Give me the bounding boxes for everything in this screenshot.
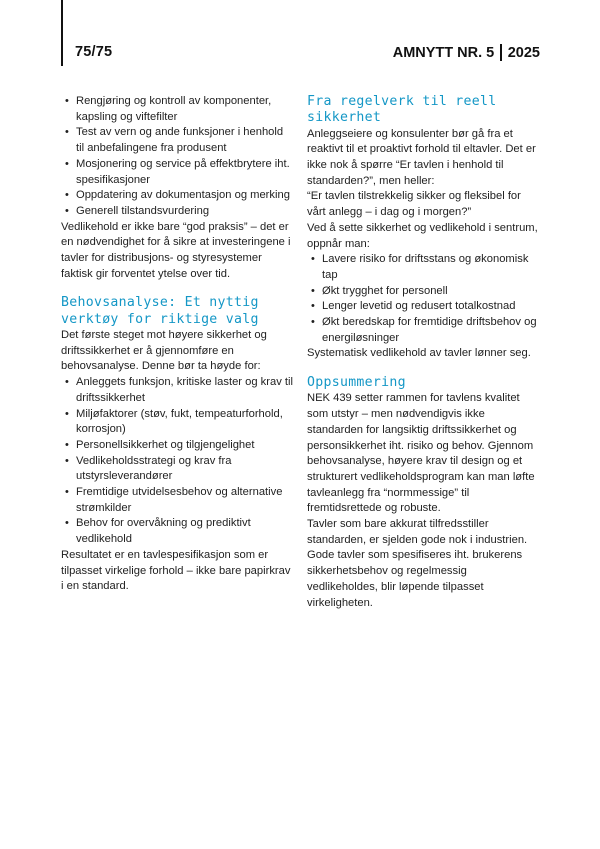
issue-label (393, 44, 540, 61)
left-column (61, 94, 293, 595)
analysis-list (61, 375, 293, 548)
list-item: • Behov for overvåkning og prediktivt vedlikehold (61, 516, 293, 547)
list-item: • Økt trygghet for personell (307, 284, 539, 300)
list-item: • Oppdatering av dokumentasjon og merking (61, 188, 293, 204)
body-paragraph: Vedlikehold er ikke bare “god praksis” – det er en nødvendighet for å sikre at investeringene i tavler for distribusjons- og styresystemer faktisk gir forventet ytelse over tid. (61, 220, 291, 280)
header-rule (61, 0, 63, 66)
body-paragraph: Ved å sette sikkerhet og vedlikehold i sentrum, oppnår man: (307, 221, 538, 250)
list-item: • Fremtidige utvidelsesbehov og alternative strømkilder (61, 485, 293, 516)
page-number: 75/75 (75, 44, 113, 60)
issue-year: 2025 (507, 44, 540, 61)
list-item: • Anleggets funksjon, kritiske laster og krav til driftssikkerhet (61, 375, 293, 406)
body-paragraph: Det første steget mot høyere sikkerhet og driftssikkerhet er å gjennomføre en behovsanalyse. Denne bør ta høyde for: (61, 329, 267, 373)
list-item: • Personellsikkerhet og tilgjengelighet (61, 438, 293, 454)
quote-paragraph: “Er tavlen tilstrekkelig sikker og fleksibel for vårt anlegg – i dag og i morgen?” (307, 190, 521, 219)
maintenance-list (61, 94, 293, 220)
list-item: • Mosjonering og service på effektbrytere iht. spesifikasjoner (61, 157, 293, 188)
list-item: • Lenger levetid og redusert totalkostnad (307, 299, 539, 315)
list-item: • Vedlikeholdsstrategi og krav fra utstyrsleverandører (61, 454, 293, 485)
body-paragraph: Gode tavler som spesifiseres iht. brukerens sikkerhetsbehov og regelmessig vedlikeholdes, blir løpende tilpasset virkeligheten. (307, 549, 523, 609)
body-paragraph: Tavler som bare akkurat tilfredsstiller standarden, er sjelden gode nok i industrien. (307, 518, 528, 546)
body-paragraph: NEK 439 setter rammen for tavlens kvalitet som utstyr – men nødvendigvis ikke standarden for langsiktig driftssikkerhet og personsikkerhet iht. risiko og behov. Gjennom behovsanalyse, høyere krav til design og et strukturert vedlikeholdsprogram kan man løfte tavleanlegg fra “normmessige” til fremtidsrettede og robuste. (307, 392, 535, 515)
magazine-name: AMNYTT NR. 5 (392, 44, 495, 61)
list-item: • Rengjøring og kontroll av komponenter, kapsling og viftefilter (61, 94, 293, 125)
section-heading: Oppsummering (307, 375, 406, 391)
section-heading: Fra regelverk til reell sikkerhet (307, 94, 497, 126)
right-column (307, 94, 539, 611)
list-item: • Økt beredskap for fremtidige driftsbehov og energiløsninger (307, 315, 539, 346)
list-item: • Lavere risiko for driftsstans og økonomisk tap (307, 252, 539, 283)
body-paragraph: Resultatet er en tavlespesifikasjon som er tilpasset virkelige forhold – ikke bare papirkrav i en standard. (61, 548, 291, 593)
list-item: • Miljøfaktorer (støv, fukt, tempeaturforhold, korrosjon) (61, 407, 293, 438)
list-item: • Test av vern og ande funksjoner i henhold til anbefalingene fra produsent (61, 125, 293, 156)
benefits-list (307, 252, 539, 346)
section-heading: Behovsanalyse: Et nyttig verktøy for riktige valg (61, 295, 259, 327)
body-paragraph: Anleggseiere og konsulenter bør gå fra et reaktivt til et proaktivt forhold til eltavler. Det er ikke nok å spørre “Er tavlen i henhold til standarden?”, men heller: (307, 127, 536, 187)
issue-separator (500, 44, 502, 61)
list-item: • Generell tilstandsvurdering (61, 204, 293, 220)
body-paragraph: Systematisk vedlikehold av tavler lønner seg. (307, 347, 531, 360)
